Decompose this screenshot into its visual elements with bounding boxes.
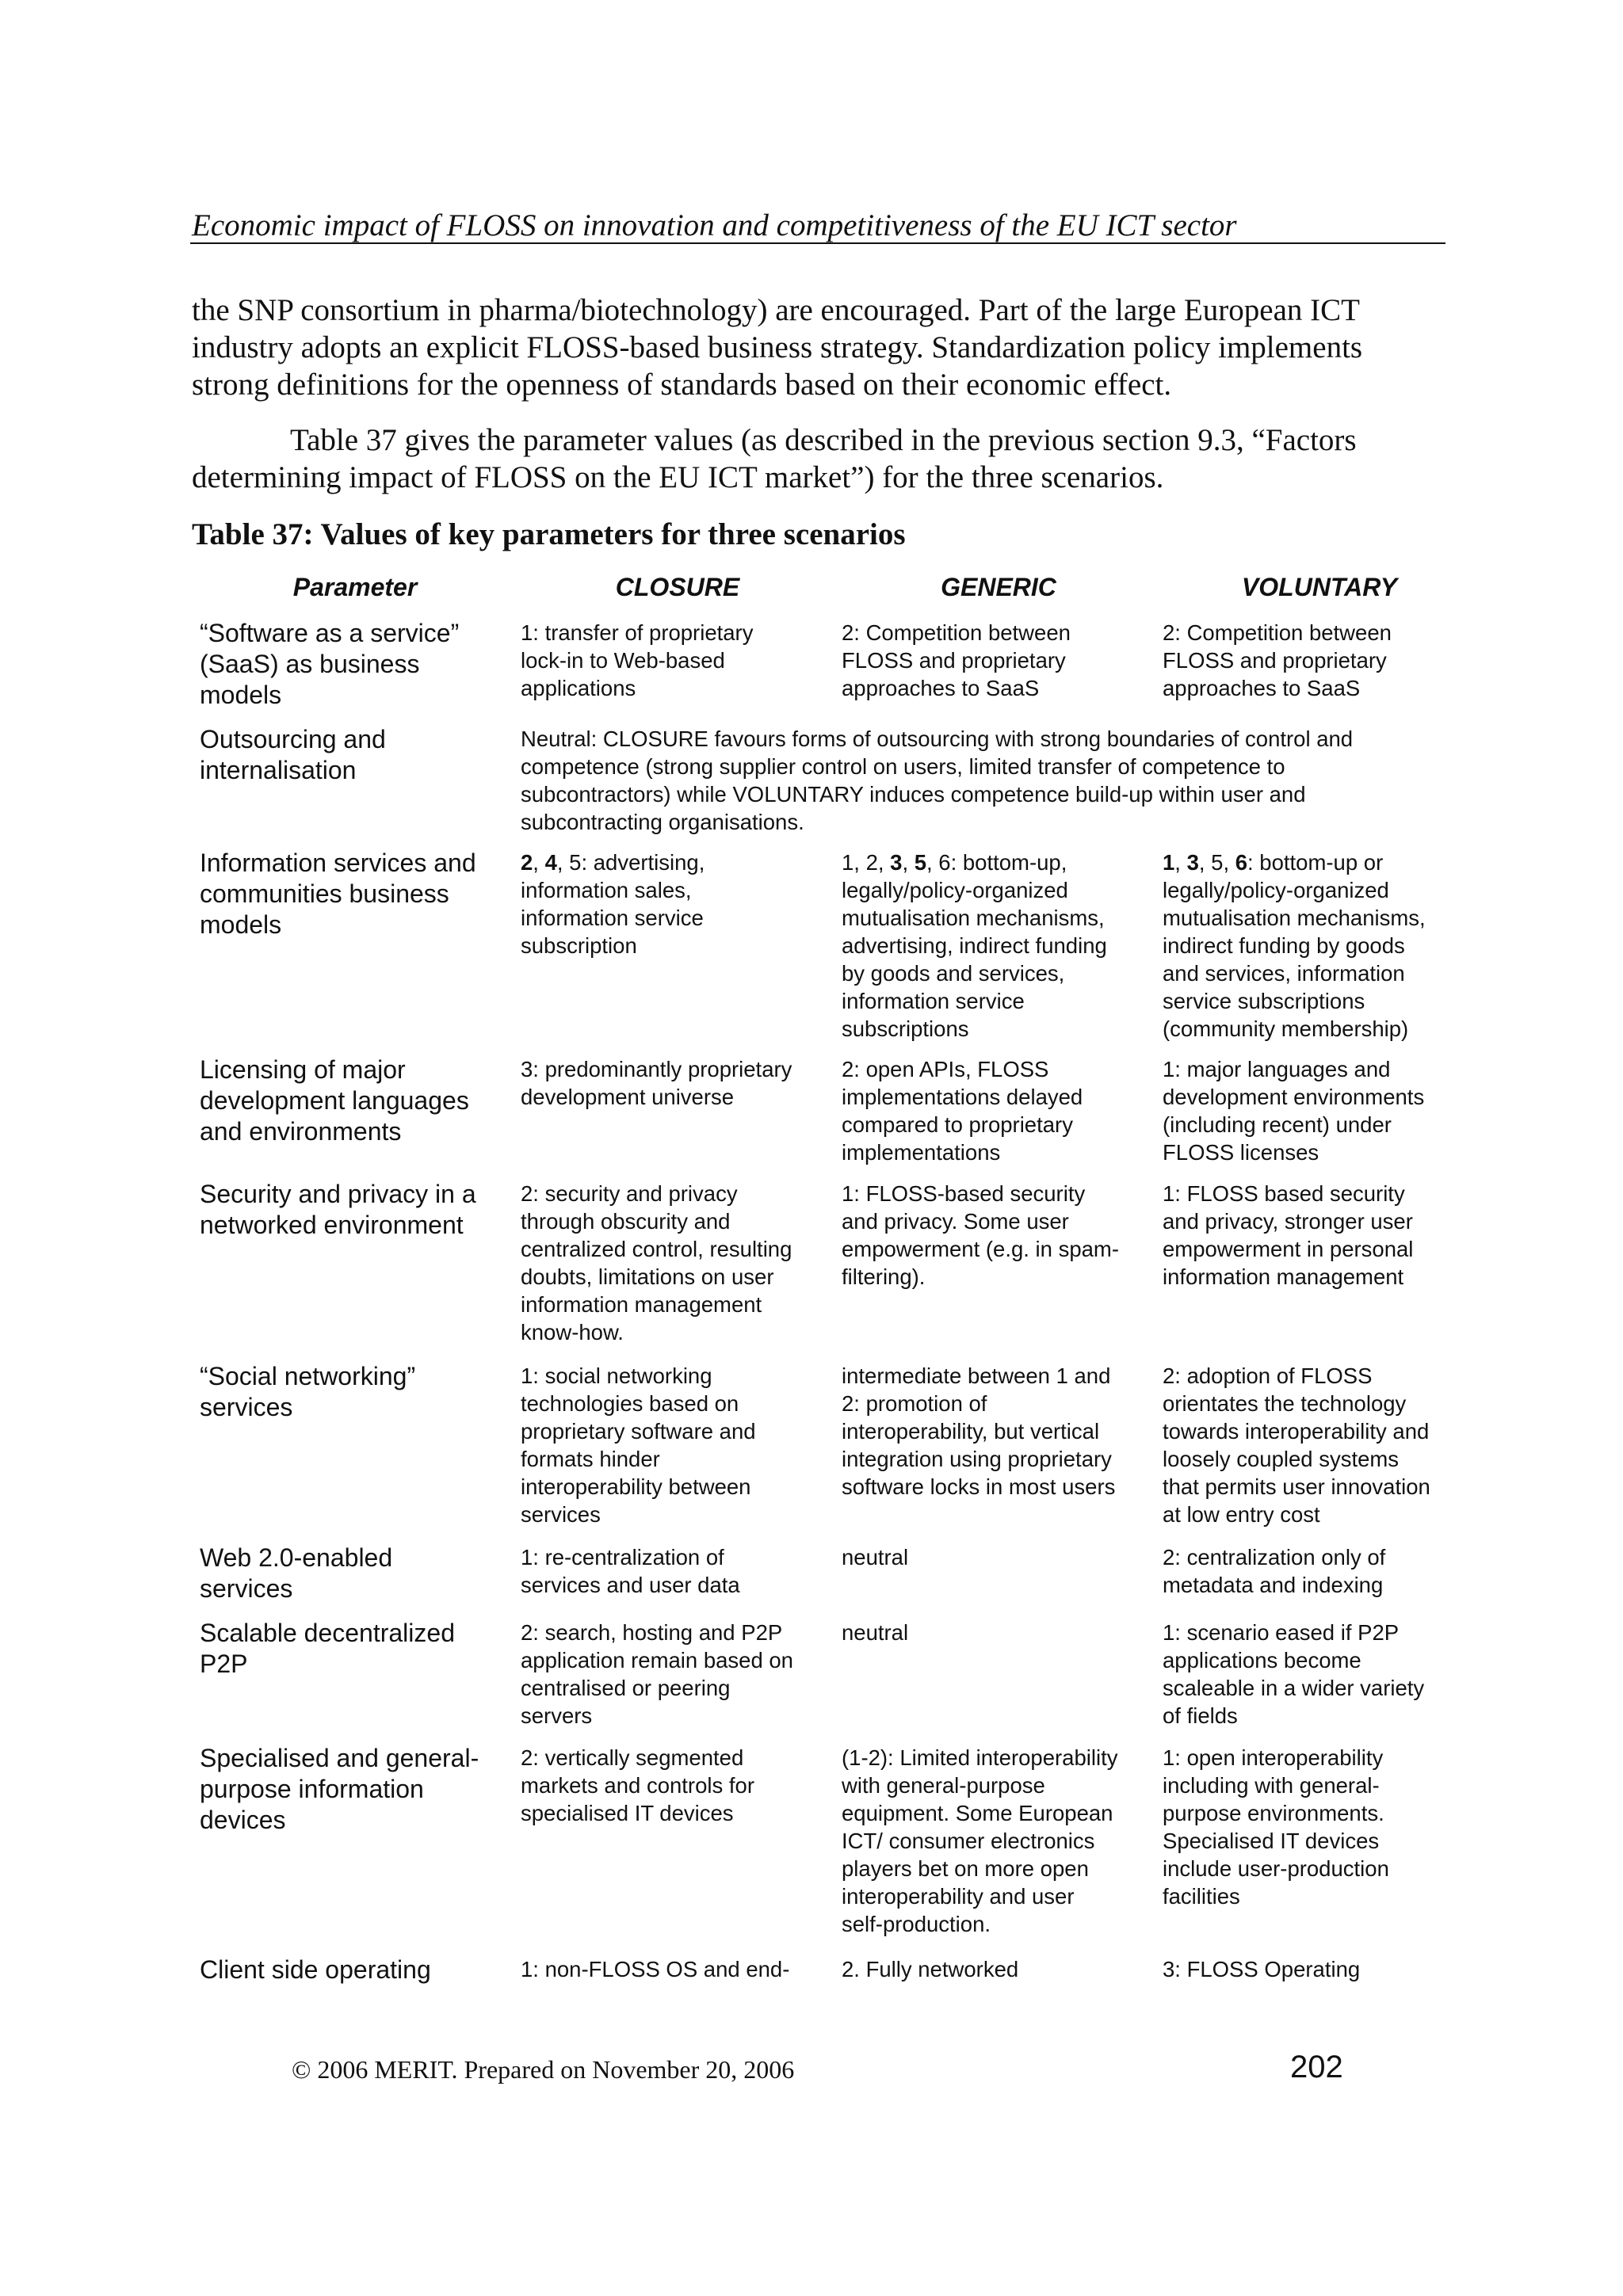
text-line: strong definitions for the openness of standards based on their economic effect. [192, 368, 1172, 402]
table-cell-spanned: Neutral: CLOSURE favours forms of outsourcing with strong boundaries of control and competence (strong supplier control on users, limited transfer of competence to subcontractors) while VOLUNTARY induces competence build-up within user and subcontracting organisations. [521, 727, 1354, 834]
table-caption: Table 37: Values of key parameters for three scenarios [192, 517, 906, 551]
table-row-parameter: “Software as a service” (SaaS) as business models [200, 619, 460, 709]
column-header-voluntary: VOLUNTARY [1241, 573, 1398, 601]
header-rule [190, 242, 1445, 244]
table-cell-closure: 2, 4, 5: advertising, information sales, information service subscription [521, 850, 705, 958]
body-paragraph-1 [192, 292, 1452, 403]
table-cell-voluntary: 2: adoption of FLOSS orientates the technology towards interoperability and loosely coupled systems that permits user innovation at low entry cost [1163, 1363, 1430, 1527]
table-cell-generic: 1, 2, 3, 5, 6: bottom-up, legally/policy-organized mutualisation mechanisms, advertising, indirect funding by goods and services, information service subscriptions [842, 850, 1107, 1041]
table-cell-generic: 1: FLOSS-based security and privacy. Some user empowerment (e.g. in spam- filtering). [842, 1181, 1119, 1289]
running-header: Economic impact of FLOSS on innovation and competitiveness of the EU ICT sector [192, 208, 1237, 242]
table-cell-closure: 1: non-FLOSS OS and end- [521, 1957, 790, 1981]
table-row-parameter: Security and privacy in a networked environment [200, 1180, 476, 1239]
table-cell-voluntary: 1: FLOSS based security and privacy, stronger user empowerment in personal information management [1163, 1181, 1414, 1289]
table-cell-generic: neutral [842, 1620, 909, 1645]
table-cell-generic: (1-2): Limited interoperability with general-purpose equipment. Some European ICT/ consumer electronics players bet on more open interoperability and user self-production. [842, 1745, 1118, 1936]
body-paragraph-2 [192, 421, 1452, 496]
table-cell-closure: 3: predominantly proprietary development universe [521, 1057, 792, 1109]
table-cell-voluntary: 1: open interoperability including with general- purpose environments. Specialised IT devices include user-production facilities [1163, 1745, 1389, 1909]
table-row-parameter: Client side operating [200, 1955, 431, 1984]
table-cell-closure: 2: vertically segmented markets and controls for specialised IT devices [521, 1745, 754, 1825]
column-header-closure: CLOSURE [615, 573, 740, 601]
text-line: Table 37 gives the parameter values (as described in the previous section 9.3, “Factors [290, 423, 1357, 457]
table-cell-voluntary: 1, 3, 5, 6: bottom-up or legally/policy-organized mutualisation mechanisms, indirect funding by goods and services, information service subscriptions (community membership) [1163, 850, 1426, 1041]
table-cell-generic: 2: Competition between FLOSS and proprietary approaches to SaaS [842, 620, 1071, 700]
page-number: 202 [1290, 2050, 1343, 2084]
table-row-parameter: Licensing of major development languages and environments [200, 1055, 469, 1146]
text-line: industry adopts an explicit FLOSS-based business strategy. Standardization policy implements [192, 330, 1363, 364]
table-row-parameter: “Social networking” services [200, 1362, 416, 1421]
table-cell-closure: 1: re-centralization of services and user data [521, 1545, 740, 1597]
table-cell-voluntary: 2: centralization only of metadata and indexing [1163, 1545, 1386, 1597]
table-cell-closure: 1: transfer of proprietary lock-in to Web-based applications [521, 620, 754, 700]
table-cell-closure: 1: social networking technologies based on proprietary software and formats hinder interoperability between services [521, 1363, 756, 1527]
table-cell-generic: neutral [842, 1545, 909, 1569]
table-row-parameter: Outsourcing and internalisation [200, 725, 386, 784]
table-cell-voluntary: 3: FLOSS Operating [1163, 1957, 1361, 1981]
table-cell-voluntary: 2: Competition between FLOSS and proprietary approaches to SaaS [1163, 620, 1392, 700]
table-cell-generic: intermediate between 1 and 2: promotion of interoperability, but vertical integration using proprietary software locks in most users [842, 1363, 1116, 1499]
table-cell-closure: 2: search, hosting and P2P application remain based on centralised or peering servers [521, 1620, 793, 1728]
table-row-parameter: Scalable decentralized P2P [200, 1619, 455, 1678]
text-line: determining impact of FLOSS on the EU ICT market”) for the three scenarios. [192, 460, 1164, 494]
text-line: the SNP consortium in pharma/biotechnology) are encouraged. Part of the large European ICT [192, 293, 1360, 327]
table-cell-closure: 2: security and privacy through obscurity and centralized control, resulting doubts, limitations on user information management know-how. [521, 1181, 792, 1344]
table-row-parameter: Web 2.0-enabled services [200, 1543, 393, 1603]
table-cell-voluntary: 1: major languages and development environments (including recent) under FLOSS licenses [1163, 1057, 1425, 1165]
column-header-parameter: Parameter [292, 573, 418, 601]
table-cell-voluntary: 1: scenario eased if P2P applications become scaleable in a wider variety of fields [1163, 1620, 1425, 1728]
table-row-parameter: Specialised and general- purpose information devices [200, 1744, 479, 1834]
column-header-generic: GENERIC [941, 573, 1056, 601]
table-row-parameter: Information services and communities business models [200, 849, 476, 939]
table-cell-generic: 2: open APIs, FLOSS implementations delayed compared to proprietary implementations [842, 1057, 1083, 1165]
table-cell-generic: 2. Fully networked [842, 1957, 1019, 1981]
footer-copyright: © 2006 MERIT. Prepared on November 20, 2006 [292, 2055, 795, 2084]
